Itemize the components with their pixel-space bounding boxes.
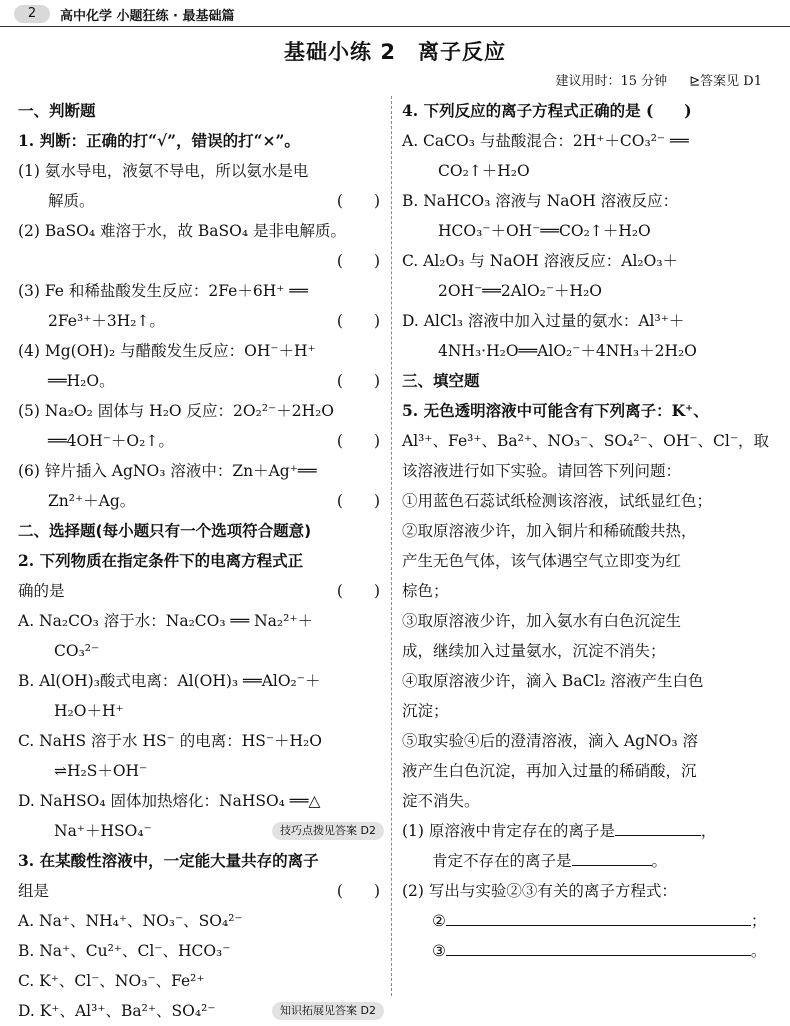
text-line bbox=[18, 156, 384, 186]
text-line bbox=[18, 456, 384, 486]
line-text: 2OH⁻══2AlO₂⁻＋H₂O bbox=[438, 282, 602, 300]
line-text: 4NH₃·H₂O══AlO₂⁻＋4NH₃＋2H₂O bbox=[438, 342, 697, 360]
answer-parentheses[interactable]: ( ) bbox=[336, 582, 380, 600]
text-line bbox=[18, 636, 384, 666]
line-text: H₂O＋H⁺ bbox=[54, 702, 124, 720]
answer-parentheses[interactable]: ( ) bbox=[336, 372, 380, 390]
text-line bbox=[18, 516, 384, 546]
line-text: 4. 下列反应的离子方程式正确的是 ( ) bbox=[402, 101, 692, 120]
answer-blank[interactable] bbox=[615, 817, 701, 836]
line-text: HCO₃⁻＋OH⁻══CO₂↑＋H₂O bbox=[438, 222, 651, 240]
text-line bbox=[402, 756, 768, 786]
line-text: 组是 bbox=[18, 882, 50, 900]
text-line bbox=[402, 96, 768, 126]
answer-blank[interactable] bbox=[446, 907, 751, 926]
hint-badge: 知识拓展见答案 D2 bbox=[272, 1002, 384, 1020]
text-line bbox=[402, 186, 768, 216]
line-text: B. NaHCO₃ 溶液与 NaOH 溶液反应： bbox=[402, 192, 679, 210]
punctuation: 。 bbox=[651, 852, 668, 870]
answer-parentheses[interactable]: ( ) bbox=[336, 192, 380, 210]
answer-parentheses[interactable]: ( ) bbox=[336, 882, 380, 900]
line-text: A. Na₂CO₃ 溶于水：Na₂CO₃ ══ Na₂²⁺＋ bbox=[18, 612, 313, 630]
text-line bbox=[402, 546, 768, 576]
text-line bbox=[18, 846, 384, 876]
text-line bbox=[18, 306, 384, 336]
text-line bbox=[18, 576, 384, 606]
line-text: (1) 氨水导电，液氨不导电，所以氨水是电 bbox=[18, 162, 309, 180]
text-line bbox=[18, 666, 384, 696]
page-title: 基础小练 2 离子反应 bbox=[284, 40, 506, 64]
line-text: C. Al₂O₃ 与 NaOH 溶液反应：Al₂O₃＋ bbox=[402, 252, 679, 270]
page-header bbox=[0, 0, 790, 26]
line-text: 三、填空题 bbox=[402, 372, 480, 390]
text-line bbox=[402, 126, 768, 156]
right-column bbox=[402, 96, 768, 966]
line-text: Al³⁺、Fe³⁺、Ba²⁺、NO₃⁻、SO₄²⁻、OH⁻、Cl⁻，取 bbox=[402, 432, 770, 450]
line-text: Zn²⁺＋Ag。 bbox=[48, 492, 136, 510]
text-line bbox=[18, 996, 384, 1026]
line-text: B. Al(OH)₃酸式电离：Al(OH)₃ ══AlO₂⁻＋ bbox=[18, 672, 321, 690]
answer-blank[interactable] bbox=[572, 847, 652, 866]
line-text: CO₂↑＋H₂O bbox=[438, 162, 530, 180]
column-divider bbox=[391, 96, 392, 996]
text-line bbox=[18, 186, 384, 216]
meta-info bbox=[537, 70, 762, 89]
punctuation: ； bbox=[750, 912, 767, 930]
line-text: C. K⁺、Cl⁻、NO₃⁻、Fe²⁺ bbox=[18, 972, 205, 990]
line-text: (2) BaSO₄ 难溶于水，故 BaSO₄ 是非电解质。 bbox=[18, 222, 347, 240]
line-text: (4) Mg(OH)₂ 与醋酸发生反应：OH⁻＋H⁺ bbox=[18, 342, 316, 360]
line-text: 5. 无色透明溶液中可能含有下列离子：K⁺、 bbox=[402, 401, 709, 420]
text-line bbox=[18, 336, 384, 366]
text-line bbox=[402, 486, 768, 516]
line-text: ②取原溶液少许，加入铜片和稀硫酸共热， bbox=[402, 522, 697, 540]
line-text: ④取原溶液少许，滴入 BaCl₂ 溶液产生白色 bbox=[402, 672, 704, 690]
text-line bbox=[402, 246, 768, 276]
line-text: (3) Fe 和稀盐酸发生反应：2Fe＋6H⁺ ══ bbox=[18, 282, 308, 300]
text-line bbox=[18, 876, 384, 906]
line-text: 确的是 bbox=[18, 582, 65, 600]
line-text: ② bbox=[432, 912, 446, 930]
text-line bbox=[18, 786, 384, 816]
text-line bbox=[18, 486, 384, 516]
line-text: D. AlCl₃ 溶液中加入过量的氨水：Al³⁺＋ bbox=[402, 312, 685, 330]
answer-blank[interactable] bbox=[446, 937, 751, 956]
line-text: CO₃²⁻ bbox=[54, 642, 100, 660]
text-line bbox=[402, 666, 768, 696]
line-text: (6) 锌片插入 AgNO₃ 溶液中：Zn＋Ag⁺══ bbox=[18, 462, 317, 480]
text-line bbox=[402, 396, 768, 426]
text-line bbox=[402, 306, 768, 336]
line-text: B. Na⁺、Cu²⁺、Cl⁻、HCO₃⁻ bbox=[18, 942, 231, 960]
text-line bbox=[18, 396, 384, 426]
line-text: (5) Na₂O₂ 固体与 H₂O 反应：2O₂²⁻＋2H₂O bbox=[18, 402, 335, 420]
line-text: ③ bbox=[432, 942, 446, 960]
line-text: ①用蓝色石蕊试纸检测该溶液，试纸显红色； bbox=[402, 492, 713, 510]
series-title: 高中化学 小题狂练 · 最基础篇 bbox=[60, 9, 235, 24]
text-line bbox=[402, 156, 768, 186]
line-text: 3. 在某酸性溶液中，一定能大量共存的离子 bbox=[18, 851, 319, 870]
text-line bbox=[18, 906, 384, 936]
line-text: 1. 判断：正确的打“√”，错误的打“×”。 bbox=[18, 131, 300, 150]
text-line bbox=[18, 696, 384, 726]
text-line bbox=[18, 726, 384, 756]
header-rule bbox=[0, 26, 790, 27]
text-line bbox=[402, 786, 768, 816]
text-line bbox=[402, 636, 768, 666]
line-text: A. Na⁺、NH₄⁺、NO₃⁻、SO₄²⁻ bbox=[18, 912, 243, 930]
line-text: 沉淀； bbox=[402, 702, 449, 720]
text-line bbox=[18, 606, 384, 636]
hint-badge: 技巧点拨见答案 D2 bbox=[272, 822, 384, 840]
text-line bbox=[402, 366, 768, 396]
line-text: 二、选择题(每小题只有一个选项符合题意) bbox=[18, 522, 312, 540]
line-text: 液产生白色沉淀，再加入过量的稀硝酸，沉 bbox=[402, 762, 697, 780]
line-text: 肯定不存在的离子是 bbox=[432, 852, 572, 870]
text-line bbox=[402, 276, 768, 306]
text-line bbox=[18, 426, 384, 456]
answer-parentheses[interactable]: ( ) bbox=[336, 312, 380, 330]
line-text: 棕色； bbox=[402, 582, 449, 600]
text-line bbox=[402, 606, 768, 636]
text-line bbox=[18, 366, 384, 396]
answer-parentheses[interactable]: ( ) bbox=[336, 432, 380, 450]
text-line bbox=[18, 126, 384, 156]
line-text: 解质。 bbox=[48, 192, 95, 210]
text-line bbox=[402, 816, 768, 846]
line-text: 产生无色气体，该气体遇空气立即变为红 bbox=[402, 552, 682, 570]
text-line bbox=[18, 936, 384, 966]
text-line bbox=[402, 456, 768, 486]
line-text: 成，继续加入过量氨水，沉淀不消失； bbox=[402, 642, 666, 660]
answer-parentheses[interactable]: ( ) bbox=[336, 252, 380, 270]
line-text: D. K⁺、Al³⁺、Ba²⁺、SO₄²⁻ bbox=[18, 1002, 216, 1020]
text-line bbox=[18, 966, 384, 996]
line-text: ⑤取实验④后的澄清溶液，滴入 AgNO₃ 溶 bbox=[402, 732, 698, 750]
text-line bbox=[18, 816, 384, 846]
text-line bbox=[18, 756, 384, 786]
line-text: 一、判断题 bbox=[18, 102, 96, 120]
line-text: D. NaHSO₄ 固体加热熔化：NaHSO₄ ══△ bbox=[18, 792, 321, 810]
answer-parentheses[interactable]: ( ) bbox=[336, 492, 380, 510]
line-text: C. NaHS 溶于水 HS⁻ 的电离：HS⁻＋H₂O bbox=[18, 732, 322, 750]
line-text: ⇌H₂S＋OH⁻ bbox=[54, 762, 148, 780]
text-line bbox=[18, 216, 384, 246]
text-line bbox=[402, 696, 768, 726]
text-line bbox=[18, 246, 384, 276]
text-line bbox=[402, 516, 768, 546]
text-line bbox=[402, 336, 768, 366]
answer-reference: ⊵答案见 D1 bbox=[689, 74, 762, 89]
punctuation: ， bbox=[700, 822, 717, 840]
text-line bbox=[402, 726, 768, 756]
text-line bbox=[18, 546, 384, 576]
page-number: 2 bbox=[14, 5, 50, 23]
line-text: Na⁺＋HSO₄⁻ bbox=[54, 822, 152, 840]
line-text: 该溶液进行如下实验。请回答下列问题： bbox=[402, 462, 682, 480]
line-text: 2. 下列物质在指定条件下的电离方程式正 bbox=[18, 551, 304, 570]
line-text: ══H₂O。 bbox=[48, 372, 115, 390]
line-text: A. CaCO₃ 与盐酸混合：2H⁺＋CO₃²⁻ ══ bbox=[402, 132, 689, 150]
line-text: (1) 原溶液中肯定存在的离子是 bbox=[402, 822, 615, 840]
punctuation: 。 bbox=[750, 942, 767, 960]
text-line bbox=[402, 576, 768, 606]
line-text: (2) 写出与实验②③有关的离子方程式： bbox=[402, 882, 677, 900]
line-text: 淀不消失。 bbox=[402, 792, 480, 810]
text-line bbox=[402, 906, 768, 936]
line-text: ══4OH⁻＋O₂↑。 bbox=[48, 432, 174, 450]
text-line bbox=[402, 876, 768, 906]
text-line bbox=[402, 936, 768, 966]
text-line bbox=[402, 846, 768, 876]
text-line bbox=[402, 426, 768, 456]
left-column bbox=[18, 96, 384, 1026]
text-line bbox=[18, 96, 384, 126]
line-text: 2Fe³⁺＋3H₂↑。 bbox=[48, 312, 165, 330]
line-text: ③取原溶液少许，加入氨水有白色沉淀生 bbox=[402, 612, 682, 630]
text-line bbox=[402, 216, 768, 246]
text-line bbox=[18, 276, 384, 306]
suggested-time: 建议用时：15 分钟 bbox=[555, 74, 668, 89]
